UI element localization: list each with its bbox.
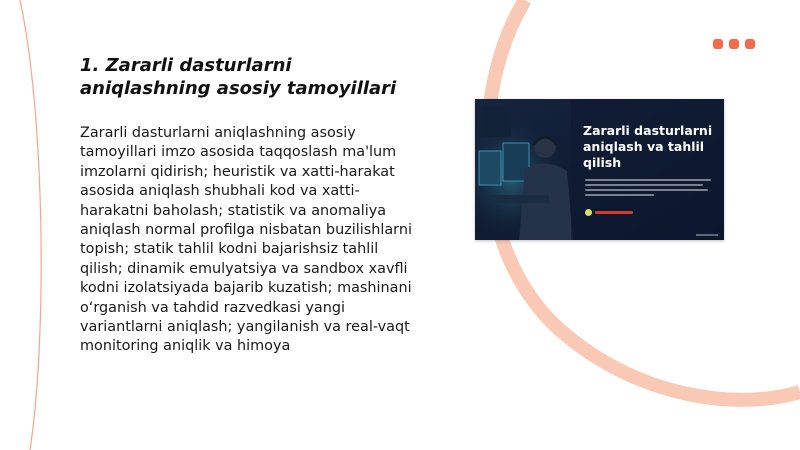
thumbnail-text-line	[585, 189, 708, 191]
accent-dot	[713, 39, 723, 49]
left-edge-arc	[20, 0, 41, 450]
server-rack-icon	[481, 107, 511, 137]
accent-dots	[713, 39, 757, 51]
thumbnail-text-line	[585, 194, 654, 196]
thumbnail-corner-mark	[696, 234, 718, 236]
monitor-icon	[479, 151, 501, 185]
thumbnail-text-line	[585, 179, 711, 181]
thumbnail-text-line	[585, 184, 703, 186]
thumbnail-author	[585, 209, 665, 217]
accent-dot	[729, 39, 739, 49]
slide-body-text: Zararli dasturlarni aniqlashning asosiy tamoyillari imzo asosida taqqoslash ma'lum imzolarni qidirish; heuristik va xatti-harakat asosida aniqlash shubhali kod va xatti-harakatni baholash; statistik va anomaliya aniqlash normal profilga nisbatan buzilishlarni topish; statik tahlil kodni bajarishsiz tahlil qilish; dinamik emulyatsiya va sandbox xavfli kodni izolatsiyada bajarib kuzatish; mashinani o‘rganish va tahdid razvedkasi yangi variantlarni aniqlash; yangilanish va real-vaqt monitoring aniqlik va himoya	[80, 125, 412, 355]
thumbnail-text-lines	[585, 179, 711, 199]
slide-title: 1. Zararli dasturlarni aniqlashning asosiy tamoyillari	[80, 55, 397, 99]
keyboard-icon	[489, 195, 549, 203]
accent-dot	[745, 39, 755, 49]
author-avatar	[585, 209, 592, 216]
thumbnail-title: Zararli dasturlarni aniqlash va tahlil qilish	[583, 123, 713, 170]
slide-thumbnail-image	[475, 99, 724, 240]
author-name-bar	[595, 211, 633, 214]
